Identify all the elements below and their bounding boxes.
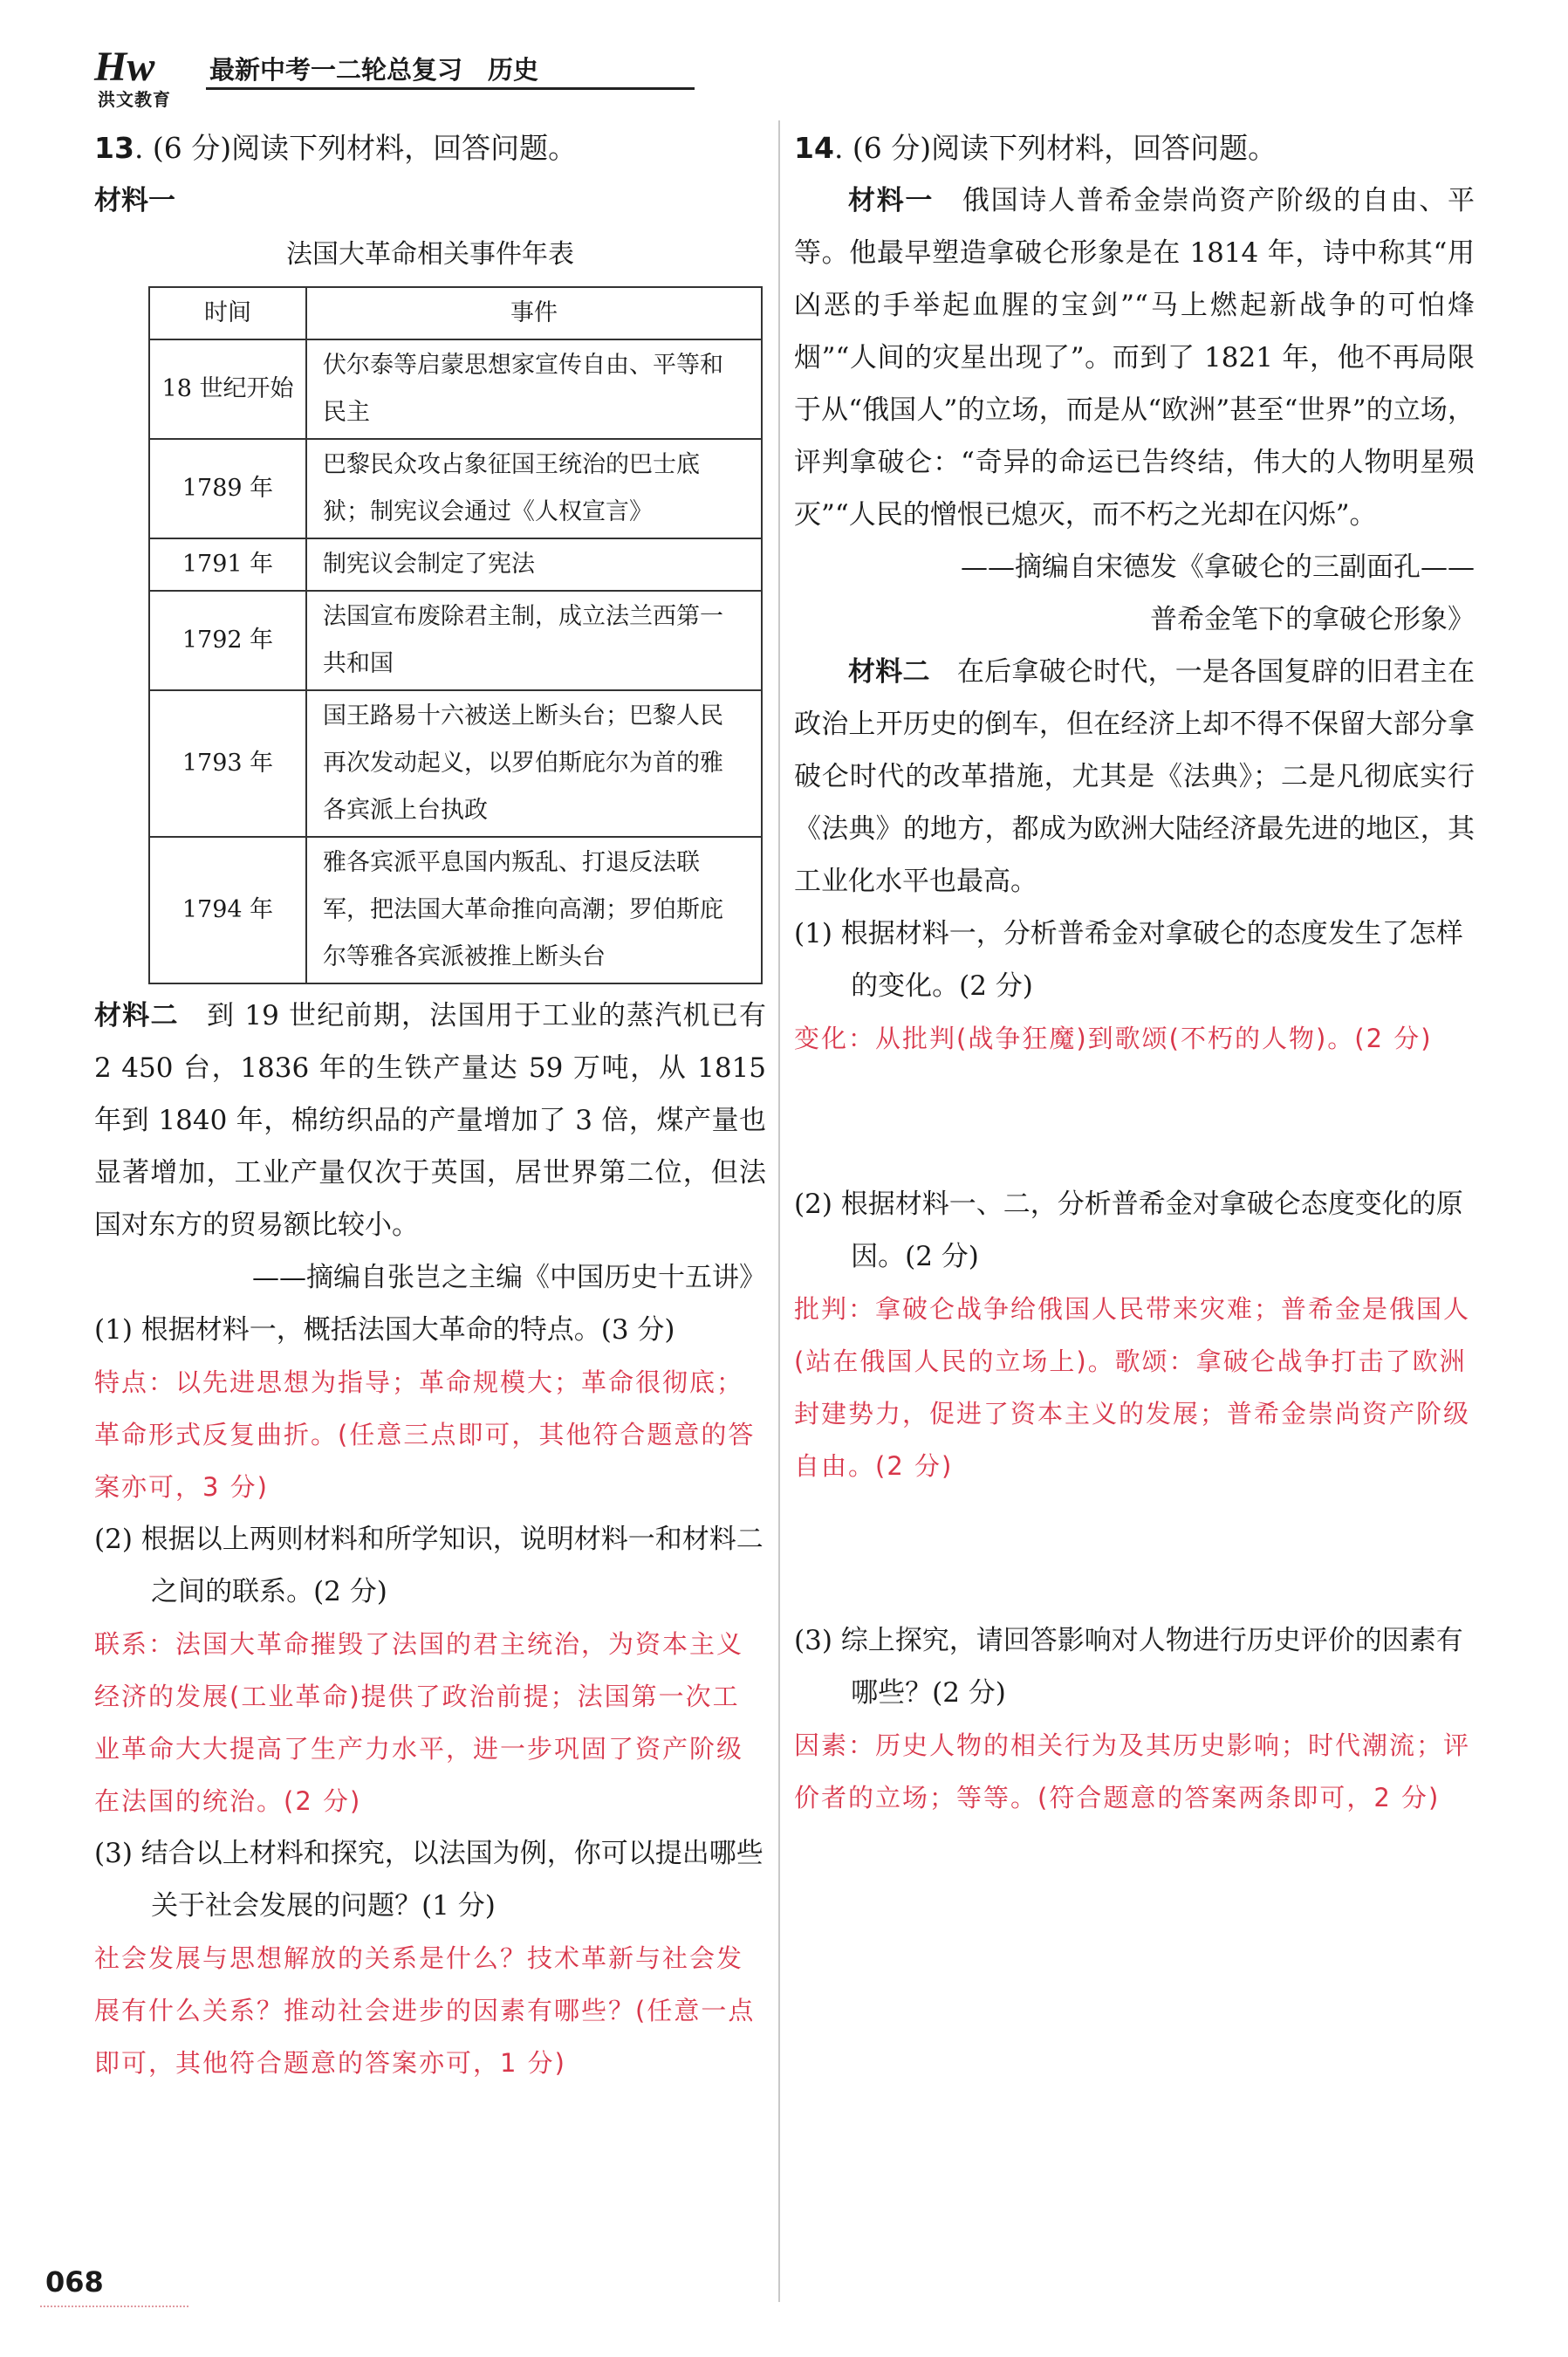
material-2-text: 在后拿破仑时代，一是各国复辟的旧君主在政治上开历史的倒车，但在经济上却不得不保留大部分拿破仑时代的改革措施，尤其是《法典》；二是凡彻底实行《法典》的地方，都成为欧洲大陆经济最先进的地区，其工业化水平也最高。 — [794, 656, 1476, 897]
table-header-row — [149, 287, 762, 339]
question-instruction: . (6 分)阅读下列材料，回答问题。 — [833, 131, 1277, 165]
material-1-source-line-2: 普希金笔下的拿破仑形象》 — [1150, 604, 1475, 635]
answer-3: 因素：历史人物的相关行为及其历史影响；时代潮流；评价者的立场；等等。(符合题意的答案两条即可，2 分) — [794, 1730, 1471, 1812]
question-instruction: . (6 分)阅读下列材料，回答问题。 — [134, 131, 578, 165]
logo-text: 洪文教育 — [98, 89, 171, 110]
table-row — [149, 690, 762, 837]
answer-2: 批判：拿破仑战争给俄国人民带来灾难；普希金是俄国人(站在俄国人民的立场上)。歌颂：拿破仑战争打击了欧洲封建势力，促进了资本主义的发展；普希金崇尚资产阶级自由。(2 分) — [794, 1294, 1471, 1481]
answer-space — [794, 1065, 1475, 1178]
table-cell-event: 法国宣布废除君主制，成立法兰西第一共和国 — [306, 591, 762, 690]
table-cell-event: 制宪议会制定了宪法 — [306, 538, 762, 591]
sub-question-2: (2) 根据材料一、二，分析普希金对拿破仑态度变化的原因。(2 分) — [794, 1189, 1463, 1272]
material-1-label: 材料一 — [848, 185, 935, 216]
material-1 — [794, 175, 1475, 541]
table-cell-event: 国王路易十六被送上断头台；巴黎人民再次发动起义，以罗伯斯庇尔为首的雅各宾派上台执政 — [306, 690, 762, 837]
table-row — [149, 339, 762, 439]
sub-question-1: (1) 根据材料一，概括法国大革命的特点。(3 分) — [94, 1314, 675, 1346]
sub-question-1: (1) 根据材料一，分析普希金对拿破仑的态度发生了怎样的变化。(2 分) — [794, 918, 1463, 1002]
material-2-source: ——摘编自张岂之主编《中国历史十五讲》 — [252, 1262, 766, 1293]
footer-rule — [40, 2306, 188, 2307]
material-2 — [794, 646, 1475, 908]
material-2-text: 到 19 世纪前期，法国用于工业的蒸汽机已有 2 450 台，1836 年的生铁产量达 59 万吨，从 1815 年到 1840 年，棉纺织品的产量增加了 3 倍，煤产量也显著增加，工业产量仅次于英国，居世界第二位，但法国对东方的贸易额比较小。 — [94, 1000, 767, 1241]
events-table — [148, 286, 763, 984]
material-1-text: 俄国诗人普希金崇尚资产阶级的自由、平等。他最早塑造拿破仑形象是在 1814 年，诗中称其“用凶恶的手举起血腥的宝剑”“马上燃起新战争的可怕烽烟”“人间的灾星出现了”。而到了 1821 年，他不再局限于从“俄国人”的立场，而是从“欧洲”甚至“世界”的立场，评判拿破仑：“奇异的命运已告终结，伟大的人物明星殒灭”“人民的憎恨已熄灭，而不朽之光却在闪烁”。 — [794, 185, 1476, 531]
material-1-source-line-1: ——摘编自宋德发《拿破仑的三副面孔—— — [961, 552, 1475, 583]
table-header-event: 事件 — [306, 287, 762, 339]
book-title: 最新中考一二轮总复习 历史 — [209, 55, 539, 85]
question-14-header — [794, 122, 1475, 175]
sub-question-3: (3) 结合以上材料和探究，以法国为例，你可以提出哪些关于社会发展的问题？(1 分) — [94, 1838, 763, 1922]
table-cell-event: 雅各宾派平息国内叛乱、打退反法联军，把法国大革命推向高潮；罗伯斯庇尔等雅各宾派被推上断头台 — [306, 837, 762, 983]
sub-question-2: (2) 根据以上两则材料和所学知识，说明材料一和材料二之间的联系。(2 分) — [94, 1524, 763, 1607]
answer-1: 特点：以先进思想为指导；革命规模大；革命很彻底；革命形式反复曲折。(任意三点即可，其他符合题意的答案亦可，3 分) — [94, 1367, 756, 1502]
header-rule — [206, 87, 695, 90]
material-2-label: 材料二 — [848, 656, 930, 688]
table-title: 法国大革命相关事件年表 — [286, 239, 574, 270]
page-header — [94, 44, 696, 110]
material-1-label: 材料一 — [94, 185, 175, 216]
question-13-header — [94, 122, 766, 175]
table-header-time: 时间 — [149, 287, 306, 339]
answer-2: 联系：法国大革命摧毁了法国的君主统治，为资本主义经济的发展(工业革命)提供了政治前提；法国第一次工业革命大大提高了生产力水平，进一步巩固了资产阶级在法国的统治。(2 分) — [94, 1629, 744, 1816]
answer-space — [794, 1492, 1475, 1614]
table-cell-year: 1794 年 — [149, 837, 306, 983]
material-2-label: 材料二 — [94, 1000, 179, 1031]
material-2 — [94, 990, 766, 1251]
answer-3: 社会发展与思想解放的关系是什么？技术革新与社会发展有什么关系？推动社会进步的因素有哪些？(任意一点即可，其他符合题意的答案亦可，1 分) — [94, 1943, 756, 2078]
table-cell-event: 巴黎民众攻占象征国王统治的巴士底狱；制宪议会通过《人权宣言》 — [306, 439, 762, 538]
table-row — [149, 591, 762, 690]
sub-question-3: (3) 综上探究，请回答影响对人物进行历史评价的因素有哪些？(2 分) — [794, 1625, 1463, 1709]
question-13 — [94, 122, 766, 2089]
question-number: 13 — [94, 131, 134, 165]
table-cell-year: 1791 年 — [149, 538, 306, 591]
column-divider — [778, 120, 780, 2302]
table-row — [149, 439, 762, 538]
table-cell-year: 1789 年 — [149, 439, 306, 538]
logo: Hw — [94, 44, 155, 90]
table-cell-year: 1792 年 — [149, 591, 306, 690]
question-number: 14 — [794, 131, 834, 165]
table-row — [149, 538, 762, 591]
answer-1: 变化：从批判(战争狂魔)到歌颂(不朽的人物)。(2 分) — [794, 1024, 1433, 1053]
table-cell-year: 1793 年 — [149, 690, 306, 837]
question-14 — [794, 122, 1475, 1824]
table-cell-year: 18 世纪开始 — [149, 339, 306, 439]
table-cell-event: 伏尔泰等启蒙思想家宣传自由、平等和民主 — [306, 339, 762, 439]
page-number: 068 — [45, 2265, 104, 2299]
table-row — [149, 837, 762, 983]
